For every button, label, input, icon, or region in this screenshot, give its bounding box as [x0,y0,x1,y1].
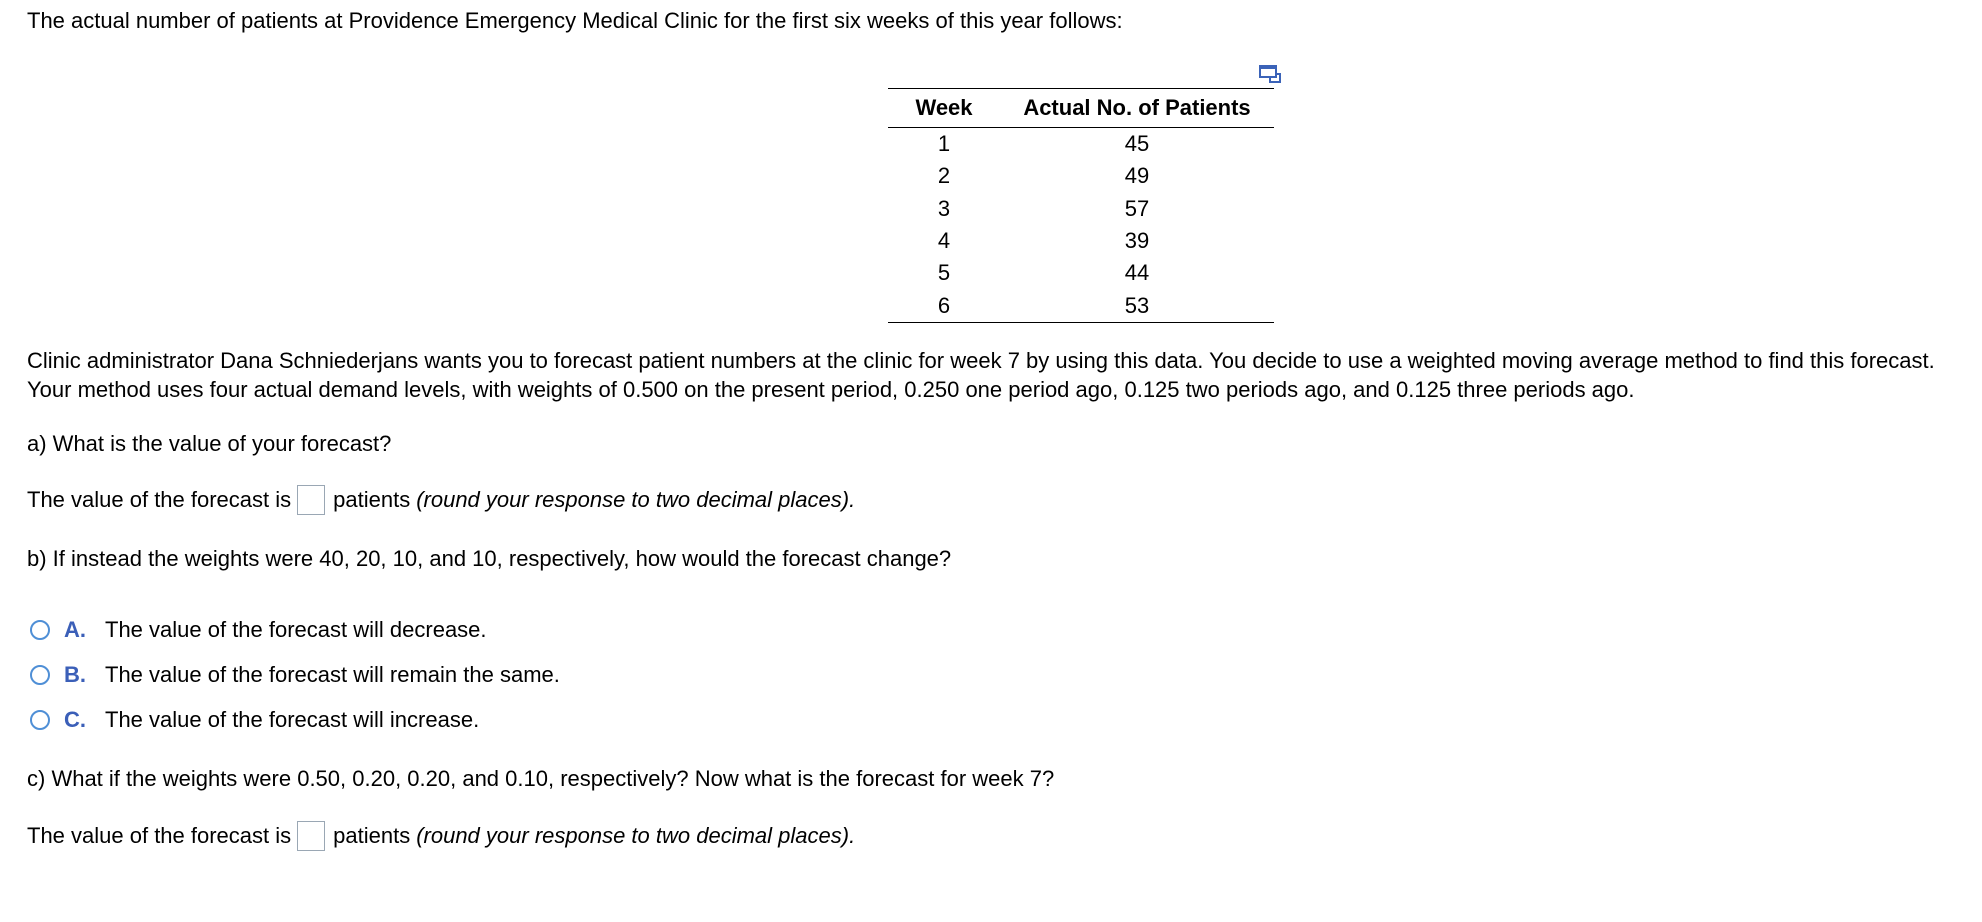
patients-cell: 49 [1124,163,1150,189]
table-row [888,193,1274,225]
table-row [888,289,1274,322]
radio-button-a[interactable] [30,620,50,640]
answer-a-hint: (round your response to two decimal places). [416,487,856,512]
week-cell: 4 [937,228,951,254]
choice-c-letter: C. [64,707,86,732]
patients-cell: 53 [1000,289,1274,322]
week-cell: 3 [937,195,951,221]
patients-cell: 57 [1124,195,1150,221]
forecast-a-input[interactable] [297,485,325,515]
table-row [888,160,1274,192]
problem-description: Clinic administrator Dana Schniederjans wants you to forecast patient numbers at the clinic for week 7 by using this data. You decide to use a weighted moving average method to find this forecast. Your method uses four actual demand levels, with weights of 0.500 on the present period, 0.250 one period ago, 0.125 two periods ago, and 0.125 three periods ago. [27,348,1935,402]
column-header-patients: Actual No. of Patients [1000,89,1274,128]
table-row [888,225,1274,257]
choice-b[interactable] [30,662,560,688]
intro-text: The actual number of patients at Providence Emergency Medical Clinic for the first six weeks of this year follows: [27,8,1123,33]
week-cell: 6 [888,289,1000,322]
choice-c-text: The value of the forecast will increase. [105,707,480,732]
patients-table [888,88,1274,323]
patients-cell: 45 [1124,131,1150,157]
week-cell: 2 [937,163,951,189]
choice-a-letter: A. [64,617,86,642]
question-a: a) What is the value of your forecast? [27,431,392,456]
radio-button-c[interactable] [30,710,50,730]
week-cell: 5 [937,260,951,286]
answer-a-line [27,485,855,515]
week-cell: 1 [937,131,951,157]
forecast-c-input[interactable] [297,821,325,851]
choice-b-letter: B. [64,662,86,687]
answer-a-suffix: patients [333,487,411,512]
table-header-row [888,89,1274,128]
answer-a-prefix: The value of the forecast is [27,487,292,512]
answer-c-hint: (round your response to two decimal places). [416,823,856,848]
popout-window-icon[interactable] [1258,64,1282,84]
answer-c-suffix: patients [333,823,411,848]
patients-cell: 44 [1124,260,1150,286]
choice-a[interactable] [30,617,487,643]
answer-c-prefix: The value of the forecast is [27,823,292,848]
table-row [888,128,1274,161]
radio-button-b[interactable] [30,665,50,685]
choice-a-text: The value of the forecast will decrease. [105,617,487,642]
question-b: b) If instead the weights were 40, 20, 10, and 10, respectively, how would the forecast change? [27,546,952,571]
answer-c-line [27,821,855,851]
column-header-week: Week [888,89,1000,128]
choice-b-text: The value of the forecast will remain the same. [105,662,560,687]
table-row [888,257,1274,289]
choice-c[interactable] [30,707,479,733]
question-c: c) What if the weights were 0.50, 0.20, 0.20, and 0.10, respectively? Now what is the forecast for week 7? [27,766,1055,791]
patients-cell: 39 [1124,228,1150,254]
